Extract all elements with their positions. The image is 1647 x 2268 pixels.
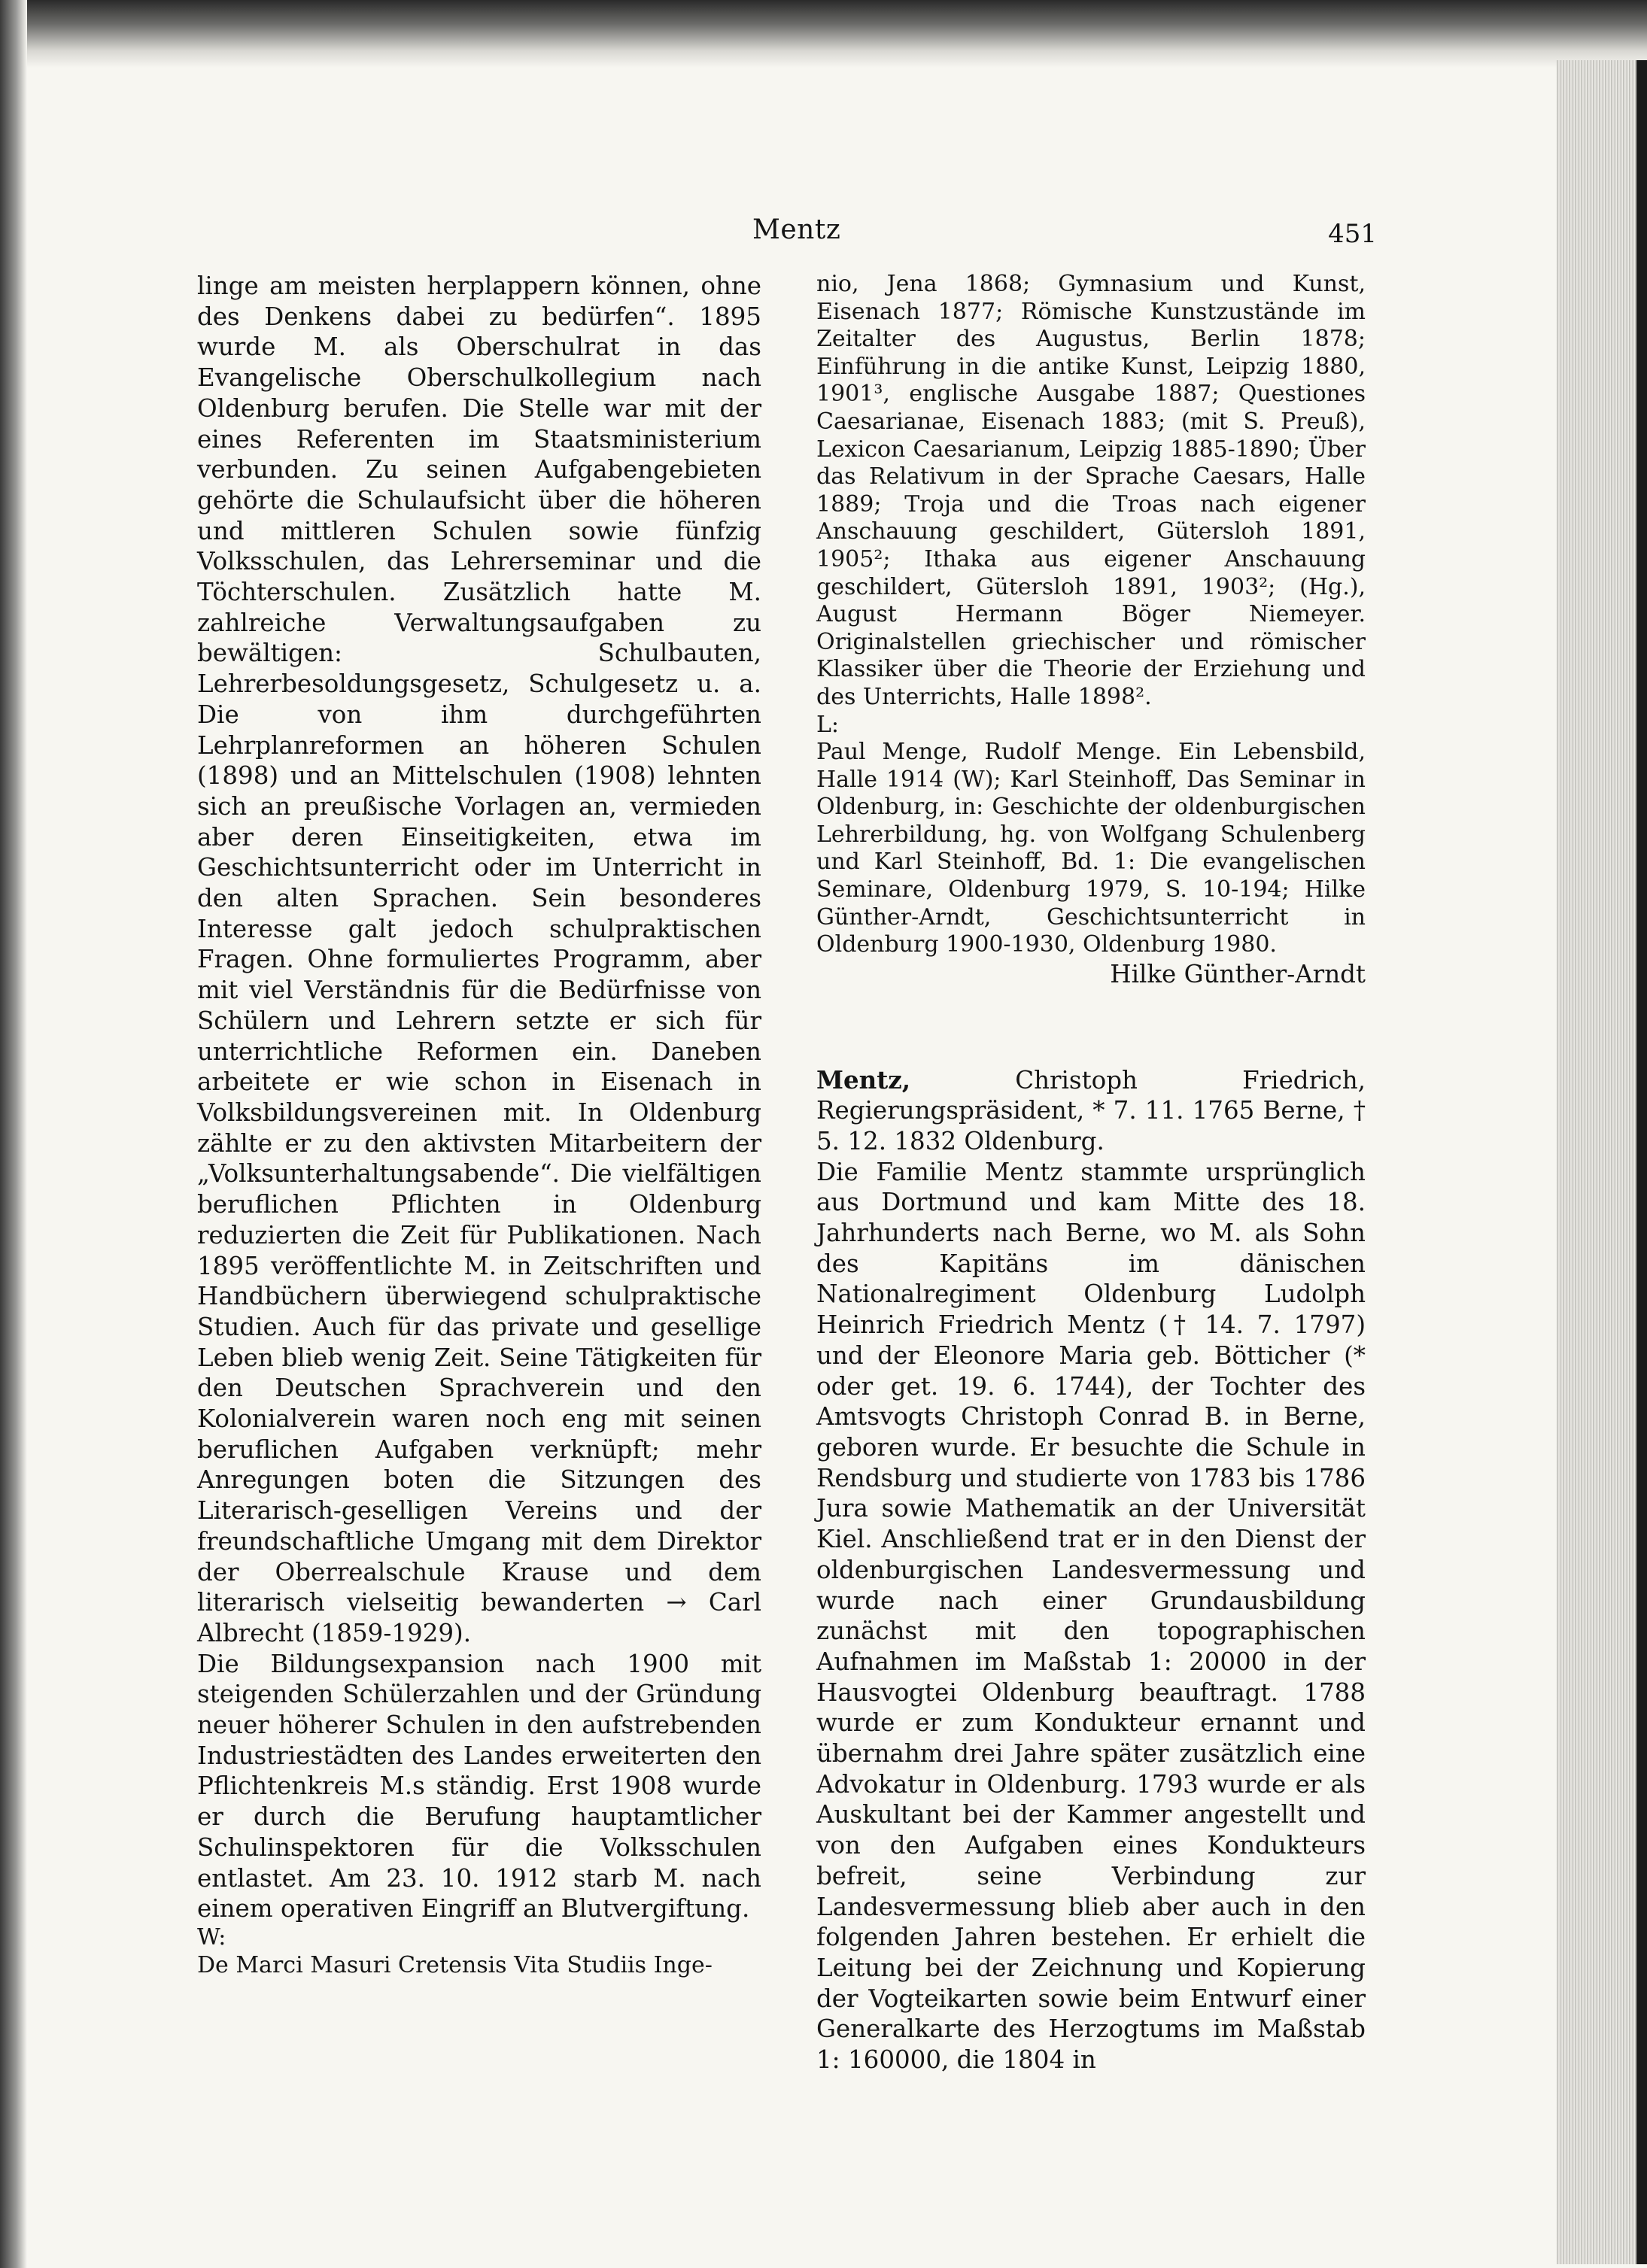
body-paragraph: Die Bildungsexpansion nach 1900 mit steigenden Schülerzahlen und der Gründung neuer höherer Schulen in den aufstrebenden Industriestädten des Landes erweiterten den Pflichtenkreis M.s ständig. Erst 1908 wurde er durch die Berufung hauptamtlicher Schulinspektoren für die Volksschulen entlastet. Am 23. 10. 1912 starb M. nach einem operativen Eingriff an Blutvergiftung. [197,1649,761,1923]
top-page-shadow [0,0,1647,68]
entry-intro: Christoph Friedrich, Regierungspräsident, * 7. 11. 1765 Berne, † 5. 12. 1832 Oldenburg. [816,1065,1366,1155]
body-paragraph: linge am meisten herplappern können, ohne des Denkens dabei zu bedürfen“. 1895 wurde M. als Oberschulrat in das Evangelische Oberschulkollegium nach Oldenburg berufen. Die Stelle war mit der eines Referenten im Staatsministerium verbunden. Zu seinen Aufgabengebieten gehörte die Schulaufsicht über die höheren und mittleren Schulen sowie fünfzig Volksschulen, das Lehrerseminar und die Töchterschulen. Zusätzlich hatte M. zahlreiche Verwaltungsaufgaben zu bewältigen: Schulbauten, Lehrerbesoldungsgesetz, Schulgesetz u. a. Die von ihm durchgeführten Lehrplanreformen an höheren Schulen (1898) und an Mittelschulen (1908) lehnten sich an preußische Vorlagen an, vermieden aber deren Einseitigkeiten, etwa im Geschichtsunterricht oder im Unterricht in den alten Sprachen. Sein besonderes Interesse galt jedoch schulpraktischen Fragen. Ohne formuliertes Programm, aber mit viel Verständnis für die Bedürfnisse von Schülern und Lehrern setzte er sich für unterrichtliche Reformen ein. Daneben arbeitete er wie schon in Eisenach in Volksbildungsvereinen mit. In Oldenburg zählte er zu den aktivsten Mitarbeitern der „Volksunterhaltungsabende“. Die vielfältigen beruflichen Pflichten in Oldenburg reduzierten die Zeit für Publikationen. Nach 1895 veröffentlichte M. in Zeitschriften und Handbüchern überwiegend schulpraktische Studien. Auch für das private und gesellige Leben blieb wenig Zeit. Seine Tätigkeiten für den Deutschen Sprachverein und den Kolonialverein waren noch eng mit seinen beruflichen Aufgaben verknüpft; mehr Anregungen boten die Sitzungen des Literarisch-geselligen Vereins und der freundschaftliche Umgang mit dem Direktor der Oberrealschule Krause und dem literarisch vielseitig bewanderten → Carl Albrecht (1859-1929). [197,272,761,1647]
entry-heading [816,1065,1366,1157]
author-signature: Hilke Günther-Arndt [1110,959,1366,988]
right-column [816,271,1366,2075]
entry-name: Mentz, [816,1064,911,1095]
literature-marker: L: [816,711,840,738]
spine-shadow [0,0,27,2268]
entry-gap [816,990,1366,1065]
running-head: Mentz [752,214,841,245]
page-header [196,214,1377,260]
page-edges [1557,60,1647,2264]
works-list-start: De Marci Masuri Cretensis Vita Studiis Inge- [197,1951,713,1978]
left-column [197,271,761,1979]
entry-text: Die Familie Mentz stammte ursprünglich aus Dortmund und kam Mitte des 18. Jahrhunderts nach Berne, wo M. als Sohn des Kapitäns im dänischen Nationalregiment Oldenburg Ludolph Heinrich Friedrich Mentz († 14. 7. 1797) und der Eleonore Maria geb. Bötticher (* oder get. 19. 6. 1744), der Tochter des Amtsvogts Christoph Conrad B. in Berne, geboren wurde. Er besuchte die Schule in Rendsburg und studierte von 1783 bis 1786 Jura sowie Mathematik an der Universität Kiel. Anschließend trat er in den Dienst der oldenburgischen Landesvermessung und wurde nach einer Grundausbildung zunächst mit den topographischen Aufnahmen im Maßstab 1: 20000 in der Hausvogtei Oldenburg beauftragt. 1788 wurde er zum Kondukteur ernannt und übernahm drei Jahre später zusätzlich eine Advokatur in Oldenburg. 1793 wurde er als Auskultant bei der Kammer angestellt und von den Aufgaben eines Kondukteurs befreit, seine Verbindung zur Landesvermessung blieb aber auch in den folgenden Jahren bestehen. Er erhielt die Leitung bei der Zeichnung und Kopierung der Vogteikarten sowie beim Entwurf einer Generalkarte des Herzogtums im Maßstab 1: 160000, die 1804 in [816,1157,1366,2075]
literature-list: Paul Menge, Rudolf Menge. Ein Lebensbild, Halle 1914 (W); Karl Steinhoff, Das Seminar in Oldenburg, in: Geschichte der oldenburgischen Lehrerbildung, hg. von Wolfgang Schulenberg und Karl Steinhoff, Bd. 1: Die evangelischen Seminare, Oldenburg 1979, S. 10-194; Hilke Günther-Arndt, Geschichtsunterricht in Oldenburg 1900-1930, Oldenburg 1980. [816,739,1366,958]
works-marker: W: [197,1923,226,1951]
page-edge-border [1636,60,1647,2264]
works-list: nio, Jena 1868; Gymnasium und Kunst, Eisenach 1877; Römische Kunstzustände im Zeitalter des Augustus, Berlin 1878; Einführung in die antike Kunst, Leipzig 1880, 1901³, englische Ausgabe 1887; Questiones Caesarianae, Eisenach 1883; (mit S. Preuß), Lexicon Caesarianum, Leipzig 1885-1890; Über das Relativum in der Sprache Caesars, Halle 1889; Troja und die Troas nach eigener Anschauung geschildert, Gütersloh 1891, 1905²; Ithaka aus eigener Anschauung geschildert, Gütersloh 1891, 1903²; (Hg.), August Hermann Böger Niemeyer. Originalstellen griechischer und römischer Klassiker über die Theorie der Erziehung und des Unterrichts, Halle 1898². [816,271,1366,710]
page-number: 451 [1328,219,1377,249]
